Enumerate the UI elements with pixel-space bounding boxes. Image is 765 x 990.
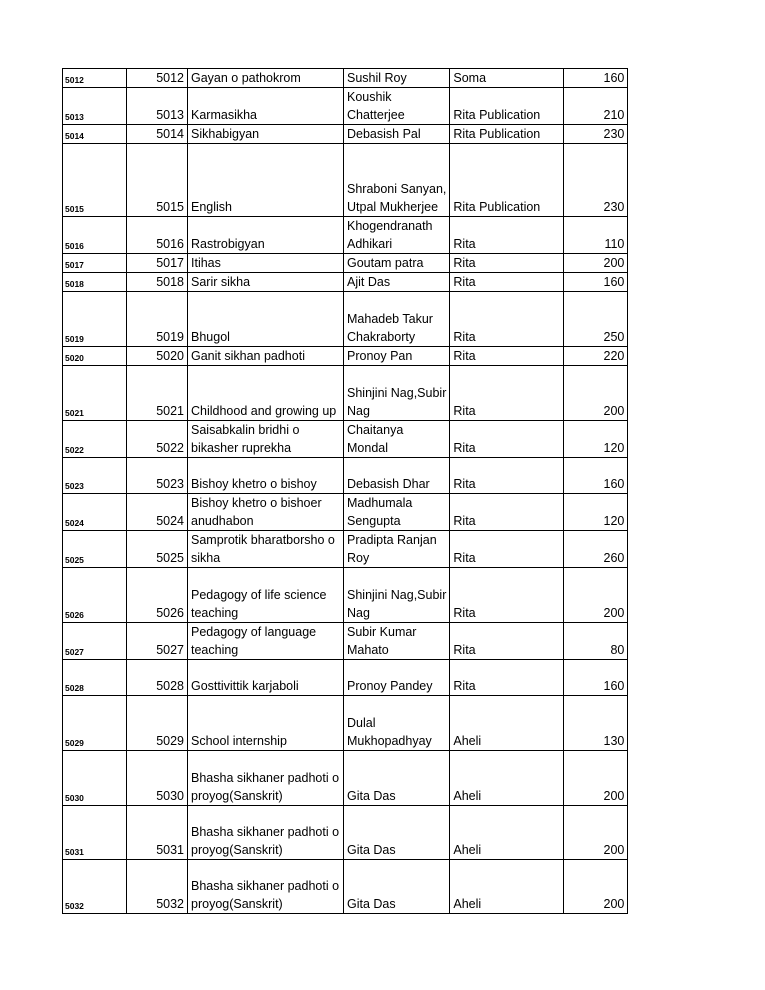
publisher-cell: Rita	[450, 273, 564, 292]
price-cell: 130	[564, 696, 628, 751]
publisher-cell: Rita	[450, 623, 564, 660]
author-line: Khogendranath	[347, 219, 433, 233]
title-line: proyog(Sanskrit)	[191, 897, 283, 911]
author-line: Roy	[347, 551, 370, 565]
title-line: Childhood and growing up	[191, 404, 337, 418]
price-cell: 200	[564, 568, 628, 623]
number-cell: 5032	[127, 860, 188, 914]
title-cell	[188, 660, 344, 696]
author-line: Debasish Dhar	[347, 477, 430, 491]
number-cell: 5022	[127, 421, 188, 458]
serial-cell: 5019	[63, 292, 127, 347]
author-cell	[344, 347, 450, 366]
serial-cell: 5030	[63, 751, 127, 806]
author-cell	[344, 292, 450, 347]
publisher-cell: Rita	[450, 292, 564, 347]
price-cell: 160	[564, 69, 628, 88]
title-cell	[188, 366, 344, 421]
publisher-cell: Rita	[450, 660, 564, 696]
publisher-cell: Soma	[450, 69, 564, 88]
title-line: Itihas	[191, 256, 221, 270]
author-line: Dulal	[347, 716, 376, 730]
serial-cell: 5014	[63, 125, 127, 144]
serial-cell: 5023	[63, 458, 127, 494]
publisher-cell: Aheli	[450, 696, 564, 751]
title-line: Sikhabigyan	[191, 127, 260, 141]
title-cell	[188, 347, 344, 366]
number-cell: 5020	[127, 347, 188, 366]
number-cell: 5024	[127, 494, 188, 531]
title-cell	[188, 88, 344, 125]
author-cell	[344, 660, 450, 696]
table-row	[63, 458, 628, 494]
number-cell: 5023	[127, 458, 188, 494]
table-row	[63, 366, 628, 421]
title-line: bikasher ruprekha	[191, 441, 292, 455]
title-line: teaching	[191, 606, 239, 620]
price-cell: 80	[564, 623, 628, 660]
title-line: Karmasikha	[191, 108, 257, 122]
author-cell	[344, 860, 450, 914]
table-row	[63, 806, 628, 860]
serial-cell: 5028	[63, 660, 127, 696]
publisher-cell: Rita Publication	[450, 125, 564, 144]
serial-cell: 5013	[63, 88, 127, 125]
book-list-table	[62, 68, 628, 914]
number-cell: 5019	[127, 292, 188, 347]
serial-cell: 5024	[63, 494, 127, 531]
author-cell	[344, 421, 450, 458]
price-cell: 120	[564, 421, 628, 458]
price-cell: 220	[564, 347, 628, 366]
author-line: Sengupta	[347, 514, 401, 528]
table-row	[63, 88, 628, 125]
author-line: Pronoy Pan	[347, 349, 413, 363]
serial-cell: 5021	[63, 366, 127, 421]
author-line: Gita Das	[347, 789, 396, 803]
number-cell: 5029	[127, 696, 188, 751]
title-line: Gosttivittik karjaboli	[191, 679, 299, 693]
author-line: Goutam patra	[347, 256, 424, 270]
price-cell: 260	[564, 531, 628, 568]
publisher-cell: Rita Publication	[450, 144, 564, 217]
title-line: Bhugol	[191, 330, 230, 344]
price-cell: 230	[564, 125, 628, 144]
price-cell: 200	[564, 751, 628, 806]
title-line: Ganit sikhan padhoti	[191, 349, 305, 363]
author-line: Utpal Mukherjee	[347, 200, 439, 214]
serial-cell: 5032	[63, 860, 127, 914]
title-cell	[188, 69, 344, 88]
author-line: Shinjini Nag,Subir	[347, 588, 447, 602]
number-cell: 5015	[127, 144, 188, 217]
title-line: Bhasha sikhaner padhoti o	[191, 825, 340, 839]
title-cell	[188, 125, 344, 144]
serial-cell: 5020	[63, 347, 127, 366]
author-line: Madhumala	[347, 496, 413, 510]
author-cell	[344, 366, 450, 421]
title-line: English	[191, 200, 232, 214]
table-row	[63, 660, 628, 696]
author-line: Subir Kumar	[347, 625, 417, 639]
title-line: proyog(Sanskrit)	[191, 843, 283, 857]
author-cell	[344, 751, 450, 806]
author-line: Koushik	[347, 90, 392, 104]
publisher-cell: Rita	[450, 366, 564, 421]
title-line: Bishoy khetro o bishoer	[191, 496, 322, 510]
number-cell: 5016	[127, 217, 188, 254]
title-line: School internship	[191, 734, 287, 748]
number-cell: 5012	[127, 69, 188, 88]
author-cell	[344, 88, 450, 125]
table-row	[63, 69, 628, 88]
serial-cell: 5017	[63, 254, 127, 273]
title-line: proyog(Sanskrit)	[191, 789, 283, 803]
title-line: Saisabkalin bridhi o	[191, 423, 300, 437]
title-cell	[188, 696, 344, 751]
number-cell: 5013	[127, 88, 188, 125]
publisher-cell: Rita	[450, 217, 564, 254]
price-cell: 200	[564, 860, 628, 914]
author-cell	[344, 69, 450, 88]
title-line: Sarir sikha	[191, 275, 251, 289]
author-cell	[344, 254, 450, 273]
serial-cell: 5022	[63, 421, 127, 458]
author-line: Debasish Pal	[347, 127, 421, 141]
title-cell	[188, 292, 344, 347]
title-cell	[188, 751, 344, 806]
publisher-cell: Rita Publication	[450, 88, 564, 125]
publisher-cell: Aheli	[450, 860, 564, 914]
author-cell	[344, 273, 450, 292]
table-body	[63, 69, 628, 914]
title-line: Gayan o pathokrom	[191, 71, 301, 85]
author-cell	[344, 458, 450, 494]
price-cell: 160	[564, 458, 628, 494]
author-line: Mukhopadhyay	[347, 734, 432, 748]
price-cell: 120	[564, 494, 628, 531]
title-line: Samprotik bharatborsho o	[191, 533, 335, 547]
title-line: Bhasha sikhaner padhoti o	[191, 771, 340, 785]
author-line: Chatterjee	[347, 108, 405, 122]
price-cell: 160	[564, 273, 628, 292]
table-row	[63, 125, 628, 144]
table-row	[63, 292, 628, 347]
price-cell: 230	[564, 144, 628, 217]
title-line: Bishoy khetro o bishoy	[191, 477, 317, 491]
price-cell: 250	[564, 292, 628, 347]
table-row	[63, 254, 628, 273]
author-line: Nag	[347, 404, 370, 418]
author-line: Gita Das	[347, 843, 396, 857]
serial-cell: 5018	[63, 273, 127, 292]
number-cell: 5030	[127, 751, 188, 806]
title-cell	[188, 254, 344, 273]
author-cell	[344, 568, 450, 623]
publisher-cell: Rita	[450, 494, 564, 531]
serial-cell: 5029	[63, 696, 127, 751]
title-cell	[188, 806, 344, 860]
publisher-cell: Rita	[450, 531, 564, 568]
table-row	[63, 421, 628, 458]
author-cell	[344, 494, 450, 531]
price-cell: 210	[564, 88, 628, 125]
number-cell: 5027	[127, 623, 188, 660]
publisher-cell: Rita	[450, 254, 564, 273]
author-line: Shraboni Sanyan,	[347, 182, 447, 196]
author-cell	[344, 217, 450, 254]
number-cell: 5026	[127, 568, 188, 623]
table-row	[63, 860, 628, 914]
author-cell	[344, 125, 450, 144]
author-cell	[344, 806, 450, 860]
publisher-cell: Rita	[450, 421, 564, 458]
serial-cell: 5031	[63, 806, 127, 860]
publisher-cell: Aheli	[450, 806, 564, 860]
title-line: Bhasha sikhaner padhoti o	[191, 879, 340, 893]
publisher-cell: Aheli	[450, 751, 564, 806]
author-line: Ajit Das	[347, 275, 391, 289]
author-line: Pradipta Ranjan	[347, 533, 437, 547]
title-line: Pedagogy of language	[191, 625, 317, 639]
author-line: Shinjini Nag,Subir	[347, 386, 447, 400]
publisher-cell: Rita	[450, 458, 564, 494]
table-row	[63, 494, 628, 531]
author-line: Mondal	[347, 441, 388, 455]
title-cell	[188, 494, 344, 531]
title-line: Pedagogy of life science	[191, 588, 327, 602]
serial-cell: 5016	[63, 217, 127, 254]
author-line: Chaitanya	[347, 423, 404, 437]
publisher-cell: Rita	[450, 568, 564, 623]
number-cell: 5014	[127, 125, 188, 144]
author-cell	[344, 696, 450, 751]
table-row	[63, 531, 628, 568]
table-row	[63, 217, 628, 254]
serial-cell: 5025	[63, 531, 127, 568]
title-cell	[188, 531, 344, 568]
author-line: Gita Das	[347, 897, 396, 911]
title-cell	[188, 217, 344, 254]
title-cell	[188, 144, 344, 217]
title-cell	[188, 568, 344, 623]
price-cell: 160	[564, 660, 628, 696]
table-row	[63, 568, 628, 623]
publisher-cell: Rita	[450, 347, 564, 366]
price-cell: 110	[564, 217, 628, 254]
title-cell	[188, 623, 344, 660]
number-cell: 5018	[127, 273, 188, 292]
number-cell: 5031	[127, 806, 188, 860]
number-cell: 5021	[127, 366, 188, 421]
title-line: anudhabon	[191, 514, 254, 528]
author-line: Sushil Roy	[347, 71, 407, 85]
author-line: Mahadeb Takur	[347, 312, 433, 326]
table-row	[63, 273, 628, 292]
author-line: Adhikari	[347, 237, 393, 251]
number-cell: 5017	[127, 254, 188, 273]
title-line: teaching	[191, 643, 239, 657]
table-row	[63, 144, 628, 217]
number-cell: 5028	[127, 660, 188, 696]
author-cell	[344, 531, 450, 568]
title-line: Rastrobigyan	[191, 237, 265, 251]
author-line: Mahato	[347, 643, 389, 657]
table-row	[63, 347, 628, 366]
author-cell	[344, 144, 450, 217]
table-row	[63, 751, 628, 806]
title-cell	[188, 860, 344, 914]
title-cell	[188, 273, 344, 292]
author-line: Pronoy Pandey	[347, 679, 433, 693]
serial-cell: 5026	[63, 568, 127, 623]
author-line: Chakraborty	[347, 330, 416, 344]
price-cell: 200	[564, 254, 628, 273]
title-cell	[188, 458, 344, 494]
serial-cell: 5027	[63, 623, 127, 660]
title-cell	[188, 421, 344, 458]
author-cell	[344, 623, 450, 660]
table-row	[63, 623, 628, 660]
price-cell: 200	[564, 806, 628, 860]
serial-cell: 5015	[63, 144, 127, 217]
price-cell: 200	[564, 366, 628, 421]
serial-cell: 5012	[63, 69, 127, 88]
table-row	[63, 696, 628, 751]
number-cell: 5025	[127, 531, 188, 568]
title-line: sikha	[191, 551, 221, 565]
author-line: Nag	[347, 606, 370, 620]
